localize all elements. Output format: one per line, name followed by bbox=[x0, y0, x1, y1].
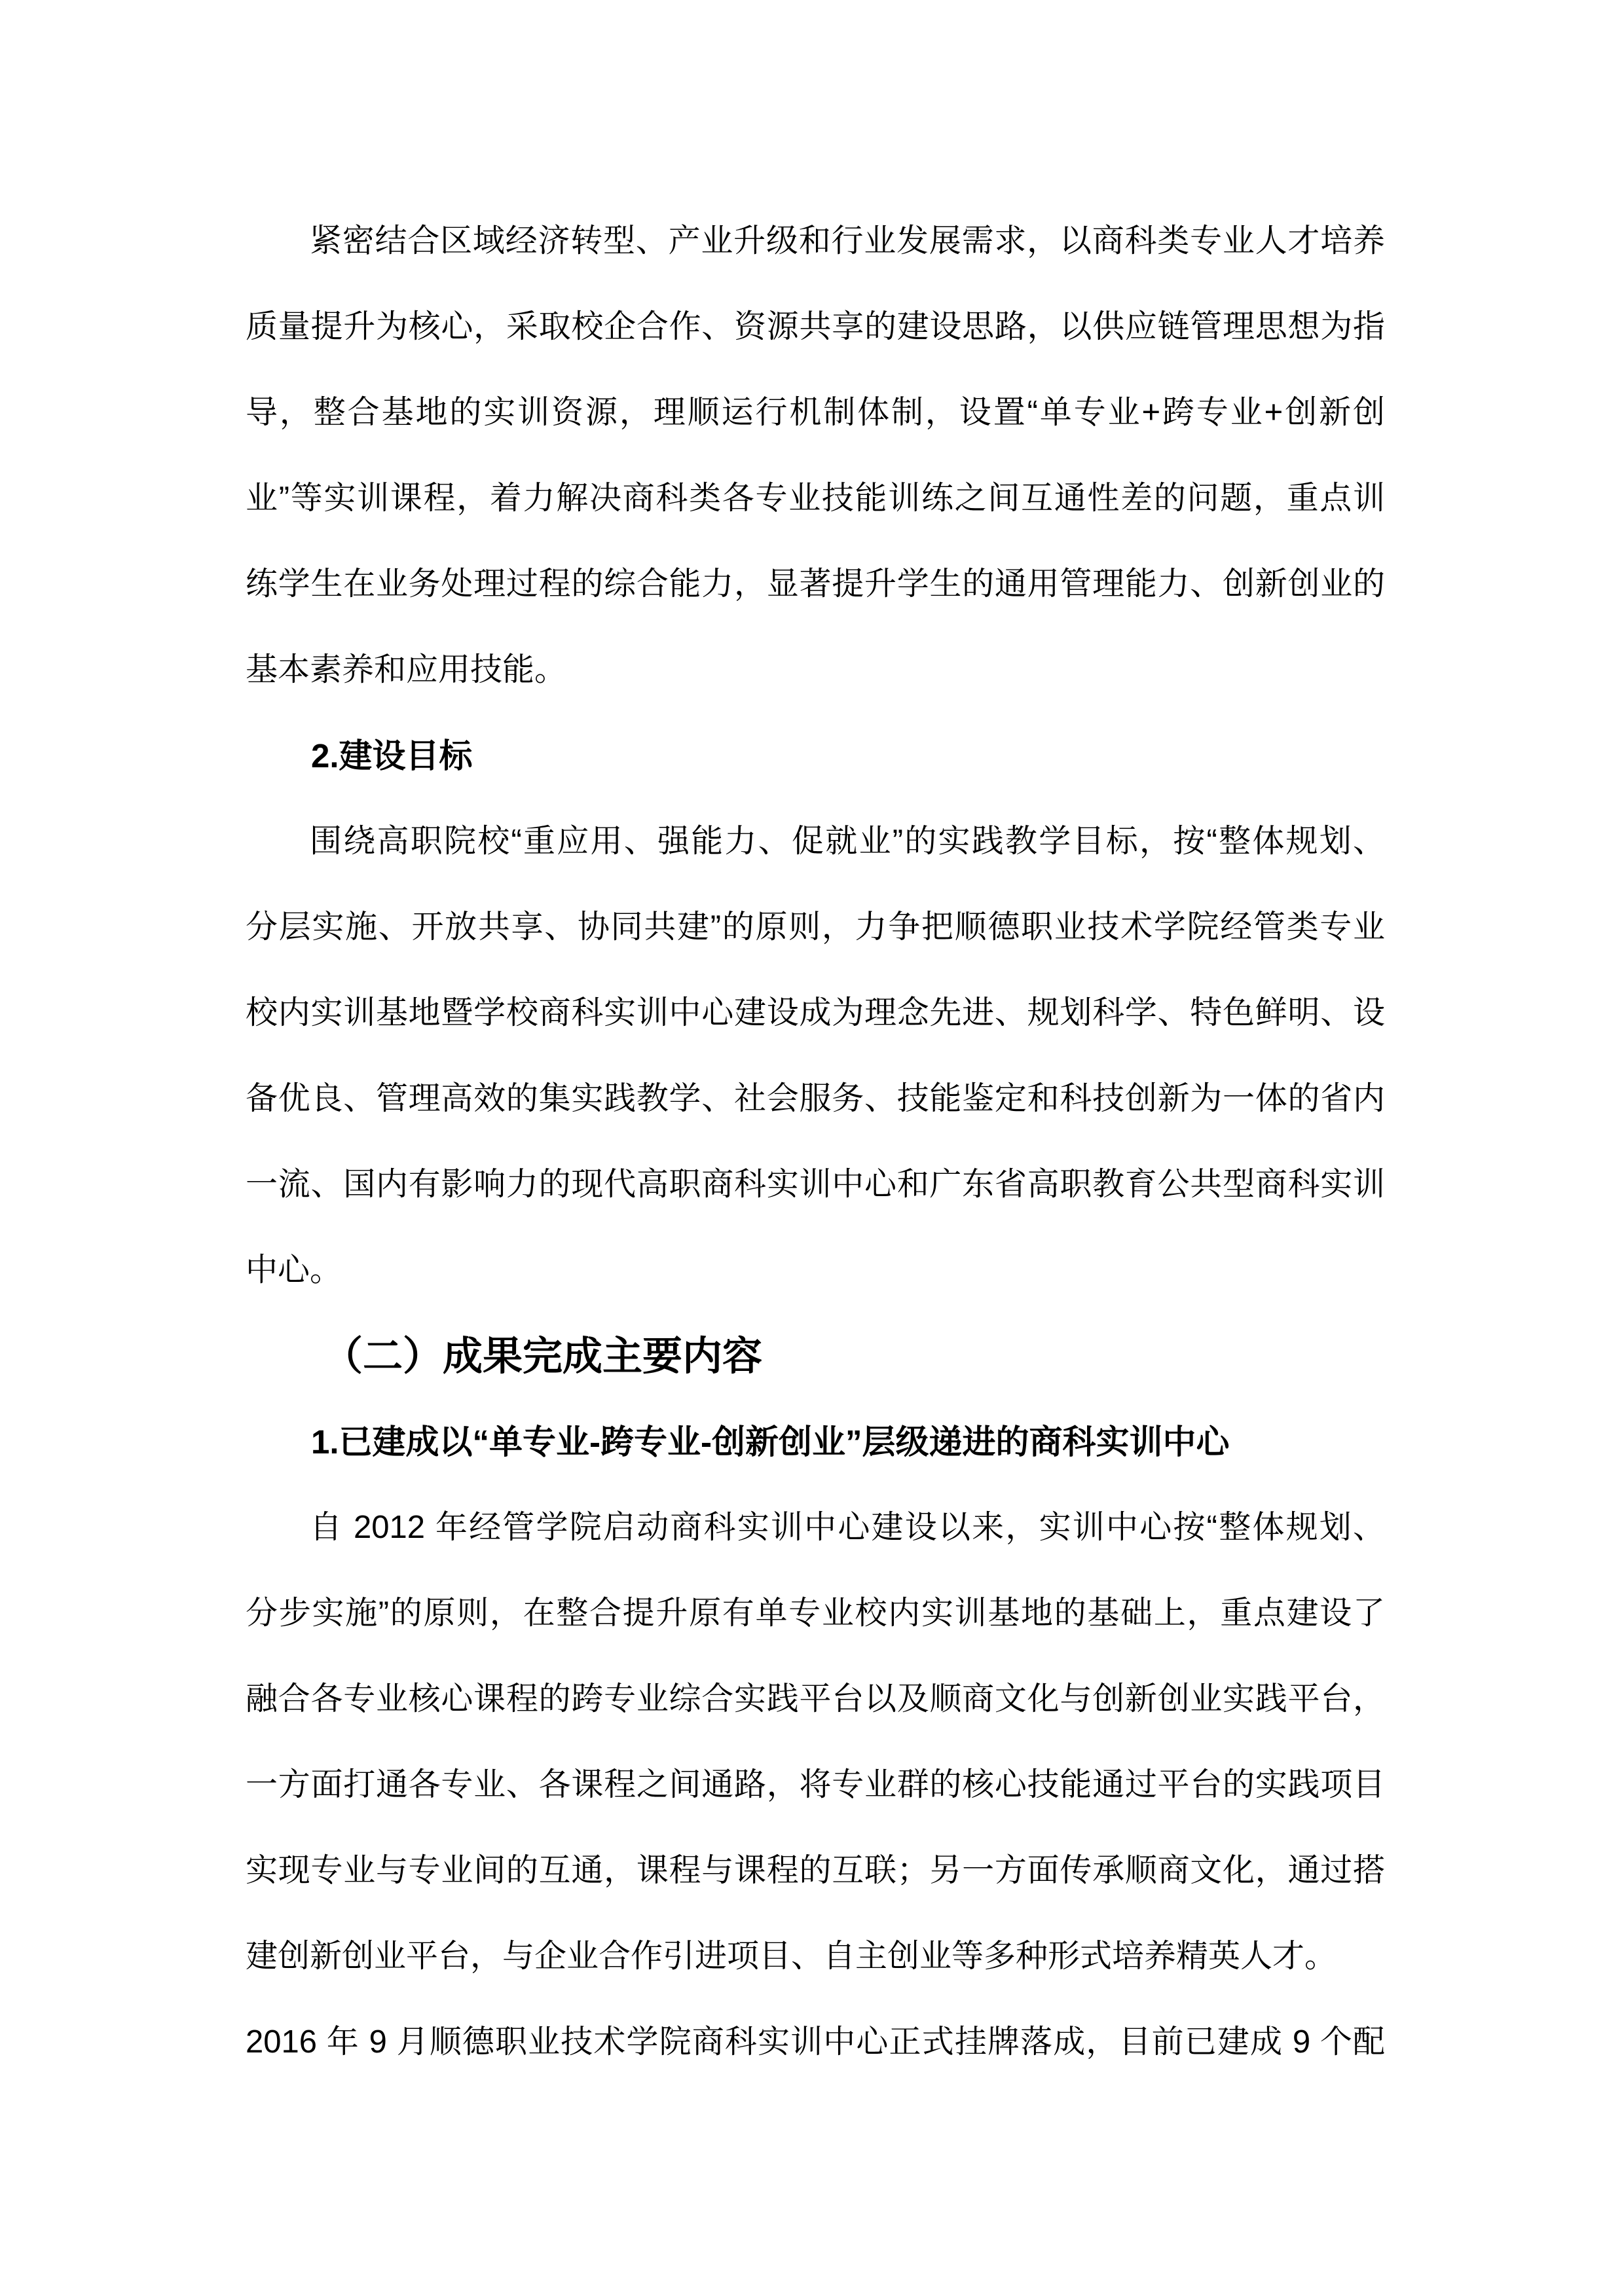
paragraph-build-goals bbox=[246, 799, 1385, 1313]
paragraph-final-line: 中心。 bbox=[246, 1252, 342, 1288]
paragraph-building-approach bbox=[246, 198, 1385, 713]
paragraph-training-center bbox=[246, 1485, 1385, 2085]
body-line: 分层实施、开放共享、协同共建”的原则，力争把顺德职业技术学院经管类专业 bbox=[246, 909, 1385, 945]
body-line: 自 2012 年经管学院启动商科实训中心建设以来，实训中心按“整体规划、 bbox=[310, 1510, 1385, 1545]
section-heading-achievements: （二）成果完成主要内容 bbox=[323, 1334, 763, 1378]
body-line: 备优良、管理高效的集实践教学、社会服务、技能鉴定和科技创新为一体的省内 bbox=[246, 1081, 1385, 1116]
body-line: 校内实训基地暨学校商科实训中心建设成为理念先进、规划科学、特色鲜明、设 bbox=[246, 995, 1385, 1030]
body-line: 一方面打通各专业、各课程之间通路，将专业群的核心技能通过平台的实践项目 bbox=[246, 1767, 1385, 1802]
body-line: 一流、国内有影响力的现代高职商科实训中心和广东省高职教育公共型商科实训 bbox=[246, 1167, 1385, 1202]
body-line: 业”等实训课程，着力解决商科类各专业技能训练之间互通性差的问题，重点训 bbox=[246, 481, 1385, 516]
body-line: 分步实施”的原则，在整合提升原有单专业校内实训基地的基础上，重点建设了 bbox=[246, 1595, 1385, 1631]
subsection-heading-training-center: 1.已建成以“单专业-跨专业-创新创业”层级递进的商科实训中心 bbox=[311, 1423, 1230, 1461]
body-line: 融合各专业核心课程的跨专业综合实践平台以及顺商文化与创新创业实践平台， bbox=[246, 1681, 1385, 1717]
body-line: 练学生在业务处理过程的综合能力，显著提升学生的通用管理能力、创新创业的 bbox=[246, 566, 1385, 602]
body-line: 导，整合基地的实训资源，理顺运行机制体制，设置“单专业+跨专业+创新创 bbox=[246, 395, 1385, 430]
paragraph-final-line: 基本素养和应用技能。 bbox=[246, 652, 567, 687]
body-line: 质量提升为核心，采取校企合作、资源共享的建设思路，以供应链管理思想为指 bbox=[246, 309, 1385, 344]
subsection-heading-build-goals: 2.建设目标 bbox=[311, 737, 473, 774]
body-line: 建创新创业平台，与企业合作引进项目、自主创业等多种形式培养精英人才。 bbox=[246, 1939, 1337, 1974]
body-line: 紧密结合区域经济转型、产业升级和行业发展需求，以商科类专业人才培养 bbox=[310, 223, 1385, 259]
body-line: 实现专业与专业间的互通，课程与课程的互联；另一方面传承顺商文化，通过搭 bbox=[246, 1853, 1385, 1888]
body-line: 2016 年 9 月顺德职业技术学院商科实训中心正式挂牌落成，目前已建成 9 个配 bbox=[246, 2024, 1385, 2060]
body-line: 围绕高职院校“重应用、强能力、促就业”的实践教学目标，按“整体规划、 bbox=[310, 824, 1385, 859]
